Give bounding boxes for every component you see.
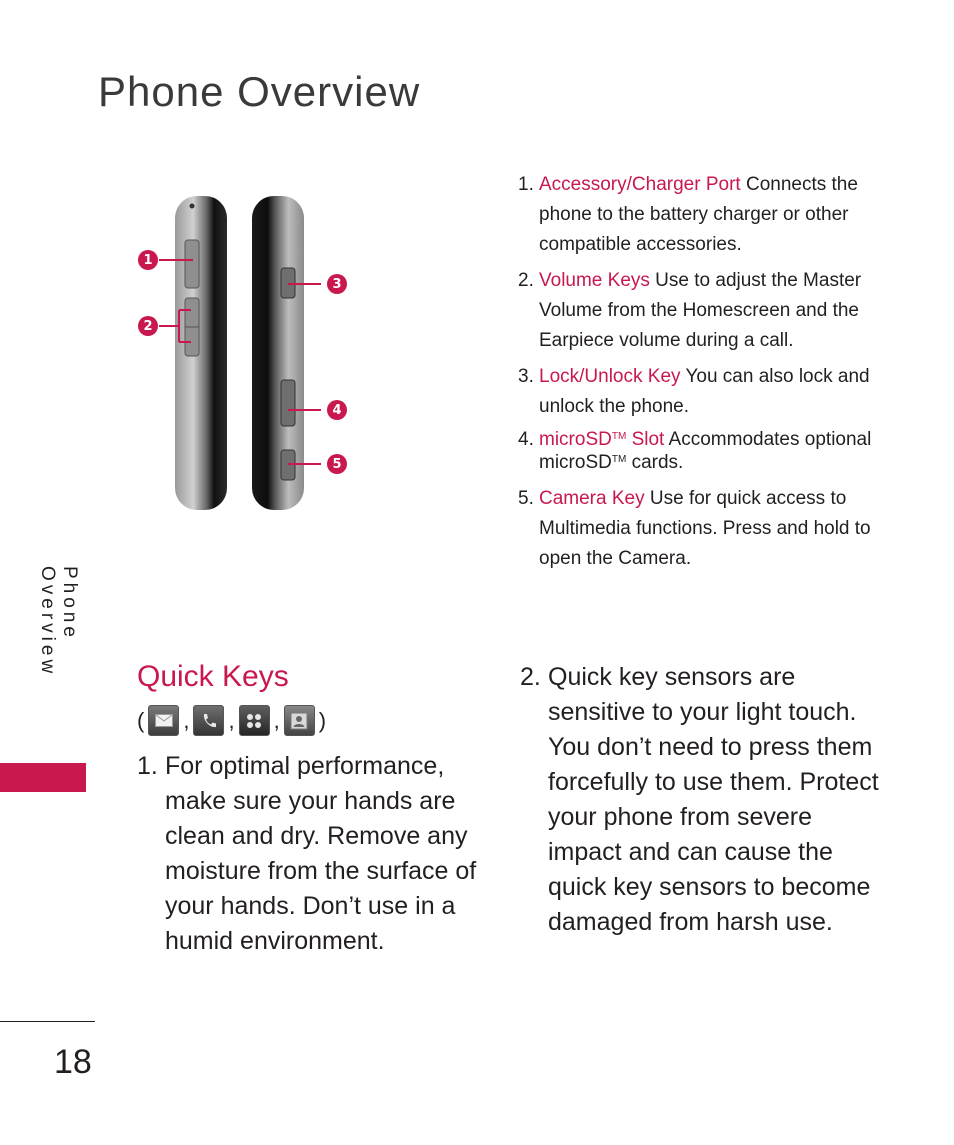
open-paren: ( (137, 707, 145, 733)
part-item-volume-keys (518, 266, 888, 356)
close-paren: ) (318, 707, 327, 733)
part-description: Use for quick access to Multimedia functions. Press and hold to open the Camera. (539, 488, 871, 569)
callout-1: 1 (138, 250, 158, 270)
part-name: Volume Keys (539, 270, 650, 291)
callout-5: 5 (327, 454, 347, 474)
part-description: Use to adjust the Master Volume from the Homescreen and the Earpiece volume during a call. (539, 270, 862, 351)
separator: , (273, 707, 280, 733)
paragraph-number: 2. (520, 663, 541, 691)
quick-keys-paragraph-2 (520, 660, 880, 940)
part-description: Connects the phone to the battery charger or other compatible accessories. (539, 174, 858, 255)
separator: , (183, 707, 190, 733)
phone-parts-list (518, 170, 888, 580)
part-description: Accommodates optional microSD™ cards. (539, 429, 872, 473)
side-section-tab-label: Phone Overview (37, 566, 80, 678)
part-item-microsd-slot (518, 428, 888, 474)
contacts-icon (284, 705, 315, 736)
quick-keys-icon-row (137, 705, 326, 736)
part-item-lock-key (518, 362, 888, 422)
part-name: Camera Key (539, 488, 645, 509)
paragraph-text: Quick key sensors are sensitive to your light touch. You don’t need to press them forcefully to use them. Protect your phone from severe impact and can cause the quick key sensors to become damaged from harsh use. (548, 663, 879, 936)
page-number-rule (0, 1021, 95, 1022)
part-number: 1. (518, 174, 534, 195)
paragraph-number: 1. (137, 752, 158, 780)
part-item-camera-key (518, 484, 888, 574)
part-name: Accessory/Charger Port (539, 174, 741, 195)
part-item-accessory-port (518, 170, 888, 260)
separator: , (228, 707, 235, 733)
accessory-port-shape (185, 240, 199, 288)
messaging-icon (148, 705, 179, 736)
microsd-slot-shape (281, 380, 295, 426)
quick-keys-paragraph-1 (137, 749, 492, 959)
paragraph-text: For optimal performance, make sure your hands are clean and dry. Remove any moisture from the surface of your hands. Don’t use in a humid environment. (165, 752, 477, 955)
part-description: You can also lock and unlock the phone. (539, 366, 870, 417)
part-number: 4. (518, 429, 534, 450)
callout-2: 2 (138, 316, 158, 336)
phone-right-side (252, 196, 304, 510)
phone-icon (193, 705, 224, 736)
part-name: microSD™ Slot (539, 429, 665, 450)
quick-keys-heading: Quick Keys (137, 660, 289, 693)
part-number: 5. (518, 488, 534, 509)
page-number: 18 (54, 1043, 92, 1081)
phone-sides-graphic (135, 180, 360, 525)
phone-left-side (175, 196, 227, 510)
page-title: Phone Overview (98, 68, 421, 115)
phone-side-views-illustration (135, 180, 360, 525)
part-number: 2. (518, 270, 534, 291)
part-name: Lock/Unlock Key (539, 366, 681, 387)
side-section-tab-marker (0, 763, 86, 792)
part-number: 3. (518, 366, 534, 387)
callout-4: 4 (327, 400, 347, 420)
menu-icon (239, 705, 270, 736)
callout-3: 3 (327, 274, 347, 294)
